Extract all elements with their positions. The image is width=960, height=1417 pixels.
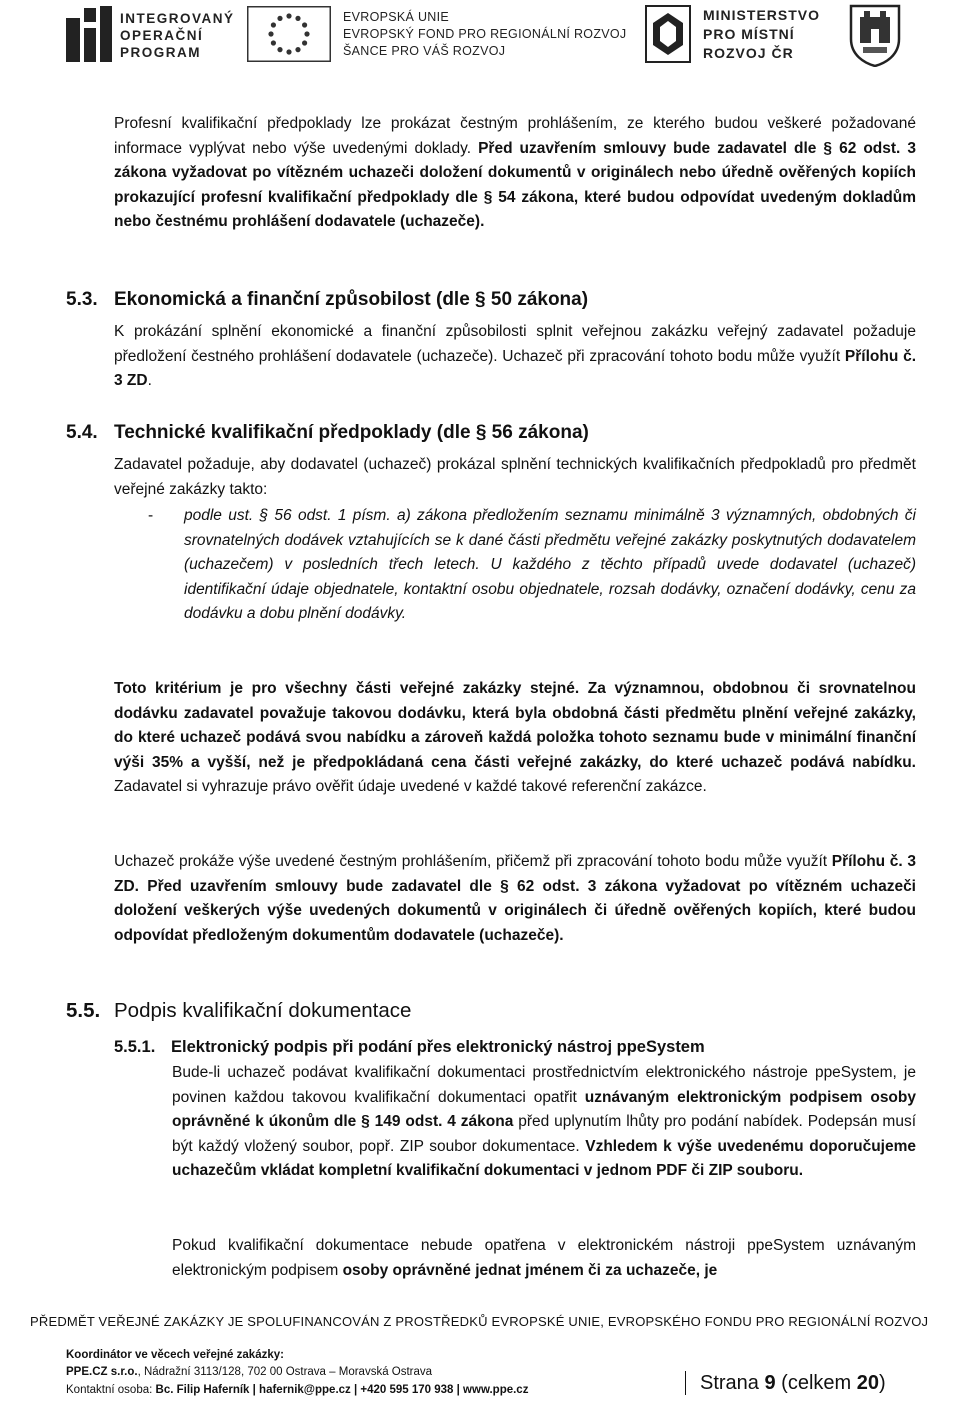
cofinancing-note: PŘEDMĚT VEŘEJNÉ ZAKÁZKY JE SPOLUFINANCOVÁN Z PROSTŘEDKŮ EVROPSKÉ UNIE, EVROPSKÉHO FONDU PRO REGIONÁLNÍ ROZVOJ [30, 1314, 929, 1329]
iop-line-3: PROGRAM [120, 45, 201, 60]
iop-line-2: OPERAČNÍ [120, 28, 204, 43]
criterion-text: Zadavatel si vyhrazuje právo ověřit údaje uvedené v každé takové referenční zakázce. [114, 778, 707, 795]
bullet-dash: - [148, 507, 154, 524]
signature-text-1: Bude-li uchazeč podávat kvalifikační dokumentaci prostřednictvím elektronického nástroje ppeSystem, je povinen každou takovou kvalifikační dokumentaci opatřit [172, 1064, 916, 1106]
declaration-paragraph [114, 850, 916, 948]
eu-text [343, 9, 626, 60]
ministry-emblem-icon [645, 5, 691, 63]
technical-intro: Zadavatel požaduje, aby dodavatel (uchazeč) prokázal splnění technických kvalifikačních předpokladů pro předmět veřejné zakázky takto: [114, 456, 916, 498]
signature-text-3: Pokud kvalifikační dokumentace nebude opatřena v elektronickém nástroji ppeSystem uznávaným elektronickým podpisem [172, 1237, 916, 1279]
attachment-reference: Přílohu č. 3 ZD [114, 347, 916, 389]
iop-logo-mark-icon [66, 6, 114, 64]
company-address: , Nádražní 3113/128, 702 00 Ostrava – Moravská Ostrava [137, 1366, 433, 1378]
qualification-paragraph [114, 112, 916, 235]
section-number: 5.3. [66, 289, 98, 310]
mmr-line-1: MINISTERSTVO [703, 7, 821, 23]
page-number [685, 1371, 886, 1395]
page-header [0, 0, 960, 70]
iop-logo [66, 6, 236, 64]
technical-bullet: podle ust. § 56 odst. 1 písm. a) zákona předložením seznamu minimálně 3 významných, obdobných či srovnatelných dodávek vztahujících se k dané části předmětu veřejné zakázky poskytnutých dodavatelem (uchazečem) v posledních třech letech. U každého z těchto případů uvede dodavatel (uchazeč) identifikační údaje objednatele, kontaktní osobu objednatele, rozsah dodávky, označení dodávky, cenu za dodávku a dobu plnění dodávky. [184, 507, 916, 622]
eu-flag-icon [247, 6, 331, 62]
signature-text-2: před uplynutím lhůty pro podání nabídek. Podepsán musí být každý vložený soubor, popř. ZIP soubor dokumentace. [172, 1113, 916, 1155]
section-title: Technické kvalifikační předpoklady (dle § 56 zákona) [114, 422, 589, 443]
section-number: 5.4. [66, 422, 98, 443]
contact-person: Bc. Filip Haferník [155, 1384, 250, 1396]
section-5-3-heading [66, 288, 588, 312]
mmr-line-3: ROZVOJ ČR [703, 45, 794, 61]
signature-paragraph [172, 1061, 916, 1184]
declaration-bold-text: Přílohu č. 3 ZD. Před uzavřením smlouvy bude zadavatel dle § 62 odst. 3 zákona vyžadovat po vítězném uchazeči doložení veškerých výše uvedených dokumentů v originálech či úředně ověřených kopiích, které budou odpovídat předloženým dokumentům dodavatele (uchazeče). [114, 853, 916, 944]
city-crest-icon [848, 3, 902, 67]
company-name: PPE.CZ s.r.o. [66, 1366, 138, 1378]
economic-text: K prokázání splnění ekonomické a finanční způsobilosti splnit veřejnou zakázku veřejný zadavatel požaduje předložení čestného prohlášení dodavatele (uchazeče). Uchazeč při zpracování tohoto bodu může využít [114, 323, 916, 365]
coordinator-title: Koordinátor ve věcech veřejné zakázky: [66, 1349, 284, 1361]
page-total: 20 [856, 1372, 879, 1394]
eu-line-1: EVROPSKÁ UNIE [343, 10, 450, 24]
contact-details: | hafernik@ppe.cz | +420 595 170 938 | www.ppe.cz [249, 1384, 529, 1396]
signature-bold-1: uznávaným elektronickým podpisem osoby oprávněné k úkonům dle § 149 odst. 4 zákona [172, 1088, 916, 1130]
signature-bold-3: osoby oprávněné jednat jménem či za uchazeče, je [342, 1261, 718, 1279]
qualification-text: Profesní kvalifikační předpoklady lze prokázat čestným prohlášením, ze kterého budou veškeré požadované informace vyplývat nebo výše uvedenými doklady. [114, 115, 916, 157]
section-number: 5.5. [66, 999, 101, 1022]
section-5-5-1-heading [114, 1035, 705, 1059]
economic-paragraph [114, 320, 916, 394]
coordinator-address [66, 1364, 432, 1381]
section-5-5-heading [66, 998, 411, 1024]
section-5-4-heading [66, 421, 589, 445]
criterion-bold-text: Toto kritérium je pro všechny části veřejné zakázky stejné. Za významnou, obdobnou či srovnatelnou dodávku zadavatel považuje takovou dodávku, která byla obdobná části předmětu plnění veřejné zakázky, do které uchazeč podává svou nabídku a zároveň každá položka tohoto seznamu bude v minimální finanční výši 35% a vyšší, než je předpokládaná cena části veřejné zakázky, do které uchazeč podává nabídku. [114, 680, 916, 771]
section-title: Podpis kvalifikační dokumentace [114, 999, 412, 1022]
section-title: Ekonomická a finanční způsobilost (dle § 50 zákona) [114, 289, 589, 310]
subsection-number: 5.5.1. [114, 1038, 156, 1056]
page-close: ) [878, 1372, 886, 1394]
contact-label: Kontaktní osoba: [66, 1384, 156, 1396]
qualification-bold-text: Před uzavřením smlouvy bude zadavatel dle § 62 odst. 3 zákona vyžadovat po vítězném uchazeči doložení dokumentů v originálech nebo úředně ověřených kopiích prokazující profesní kvalifikační předpoklady dle § 54 zákona, které budou odpovídat uvedeným dokladům nebo čestnému prohlášení dodavatele (uchazeče). [114, 139, 917, 230]
mmr-line-2: PRO MÍSTNÍ [703, 26, 795, 42]
declaration-text: Uchazeč prokáže výše uvedené čestným prohlášením, přičemž při zpracování tohoto bodu může využít [114, 853, 832, 870]
economic-end: . [147, 372, 152, 389]
signature-bold-2: Vzhledem k výše uvedenému doporučujeme uchazečům vkládat kompletní kvalifikační dokumentaci v jednom PDF či ZIP souboru. [172, 1137, 916, 1179]
iop-line-1: INTEGROVANÝ [120, 11, 235, 26]
page-label: Strana [700, 1372, 765, 1394]
subsection-title: Elektronický podpis při podání přes elektronický nástroj ppeSystem [171, 1038, 705, 1056]
eu-line-3: ŠANCE PRO VÁŠ ROZVOJ [343, 44, 506, 58]
signature-paragraph-2 [172, 1234, 916, 1283]
eu-line-2: EVROPSKÝ FOND PRO REGIONÁLNÍ ROZVOJ [343, 27, 627, 41]
ministry-text [703, 6, 820, 63]
page-total-label: (celkem [775, 1372, 857, 1394]
contact-line [66, 1382, 528, 1399]
criterion-paragraph [114, 677, 916, 800]
page-current: 9 [764, 1372, 776, 1394]
